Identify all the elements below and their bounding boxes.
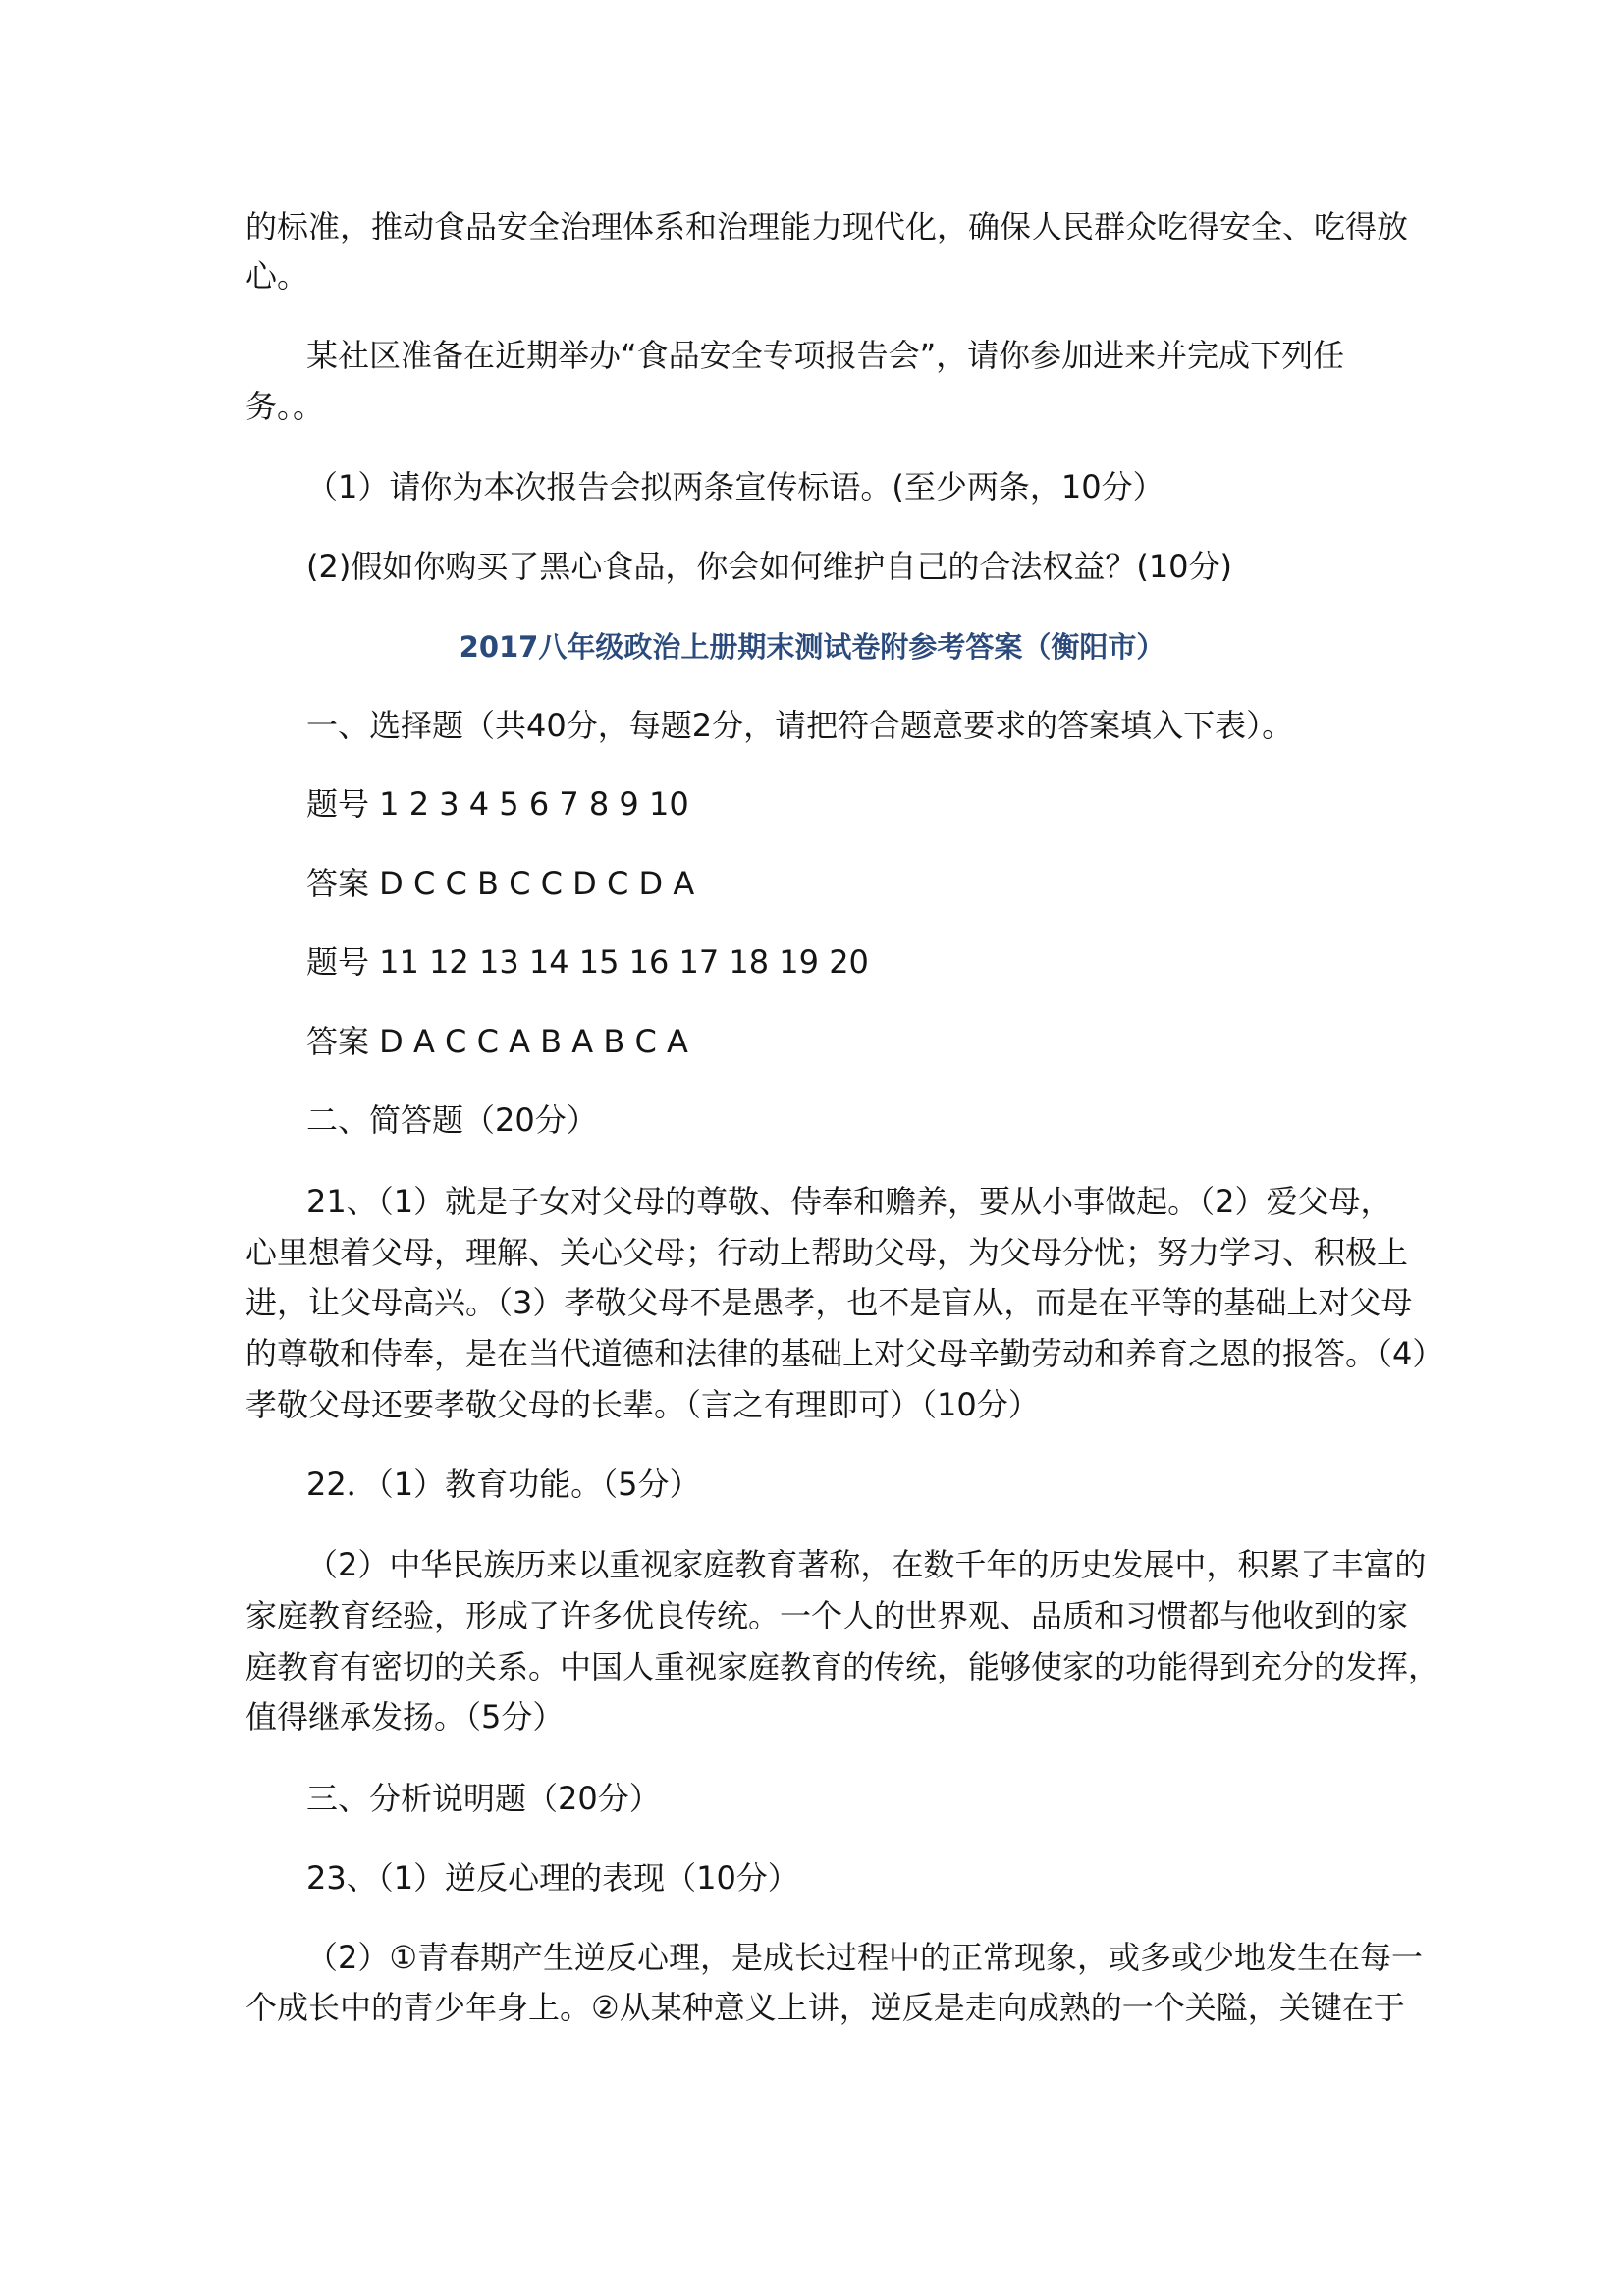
answer-line: 的尊敬和侍奉，是在当代道德和法律的基础上对父母辛勤劳动和养育之恩的报答。（4） xyxy=(245,1335,1444,1372)
answer-line: 庭教育有密切的关系。中国人重视家庭教育的传统，能够使家的功能得到充分的发挥， xyxy=(245,1648,1440,1685)
paragraph-line: 某社区准备在近期举办“食品安全专项报告会”，请你参加进来并完成下列任 xyxy=(306,337,1345,374)
answer-line: （2）中华民族历来以重视家庭教育著称，在数千年的历史发展中，积累了丰富的 xyxy=(306,1546,1427,1583)
answer-row-numbers: 题号 1 2 3 4 5 6 7 8 9 10 xyxy=(306,785,689,823)
paragraph-line: 的标准，推动食品安全治理体系和治理能力现代化，确保人民群众吃得安全、吃得放 xyxy=(245,208,1409,245)
answer-line: 个成长中的青少年身上。②从某种意义上讲，逆反是走向成熟的一个关隘，关键在于 xyxy=(245,1989,1405,2026)
section-heading: 三、分析说明题（20分） xyxy=(306,1780,661,1817)
answer-line: 21、（1）就是子女对父母的尊敬、侍奉和赡养，要从小事做起。（2）爱父母， xyxy=(306,1183,1392,1220)
section-heading: 二、简答题（20分） xyxy=(306,1101,598,1139)
question-line: (2)假如你购买了黑心食品，你会如何维护自己的合法权益？(10分) xyxy=(306,548,1233,585)
answer-line: 进，让父母高兴。（3）孝敬父母不是愚孝，也不是盲从，而是在平等的基础上对父母 xyxy=(245,1284,1413,1321)
question-line: （1）请你为本次报告会拟两条宣传标语。(至少两条，10分） xyxy=(306,468,1164,506)
answer-row-numbers: 题号 11 12 13 14 15 16 17 18 19 20 xyxy=(306,943,869,981)
answer-line: 23、（1）逆反心理的表现（10分） xyxy=(306,1859,799,1896)
answer-key-title: 2017八年级政治上册期末测试卷附参考答案（衡阳市） xyxy=(459,630,1165,664)
answer-row-answers: 答案 D A C C A B A B C A xyxy=(306,1023,688,1060)
answer-row-answers: 答案 D C C B C C D C D A xyxy=(306,865,695,902)
answer-line: 孝敬父母还要孝敬父母的长辈。（言之有理即可）（10分） xyxy=(245,1386,1040,1423)
answer-line: （2）①青春期产生逆反心理，是成长过程中的正常现象，或多或少地发生在每一 xyxy=(306,1939,1424,1976)
paragraph-line: 心。 xyxy=(245,257,309,294)
answer-line: 家庭教育经验，形成了许多优良传统。一个人的世界观、品质和习惯都与他收到的家 xyxy=(245,1597,1409,1634)
paragraph-line: 务。。 xyxy=(245,388,325,425)
answer-line: 值得继承发扬。（5分） xyxy=(245,1698,565,1735)
answer-line: 心里想着父母，理解、关心父母；行动上帮助父母，为父母分忧；努力学习、积极上 xyxy=(245,1234,1409,1271)
answer-line: 22．（1）教育功能。（5分） xyxy=(306,1466,701,1503)
section-heading: 一、选择题（共40分，每题2分，请把符合题意要求的答案填入下表）。 xyxy=(306,707,1294,744)
